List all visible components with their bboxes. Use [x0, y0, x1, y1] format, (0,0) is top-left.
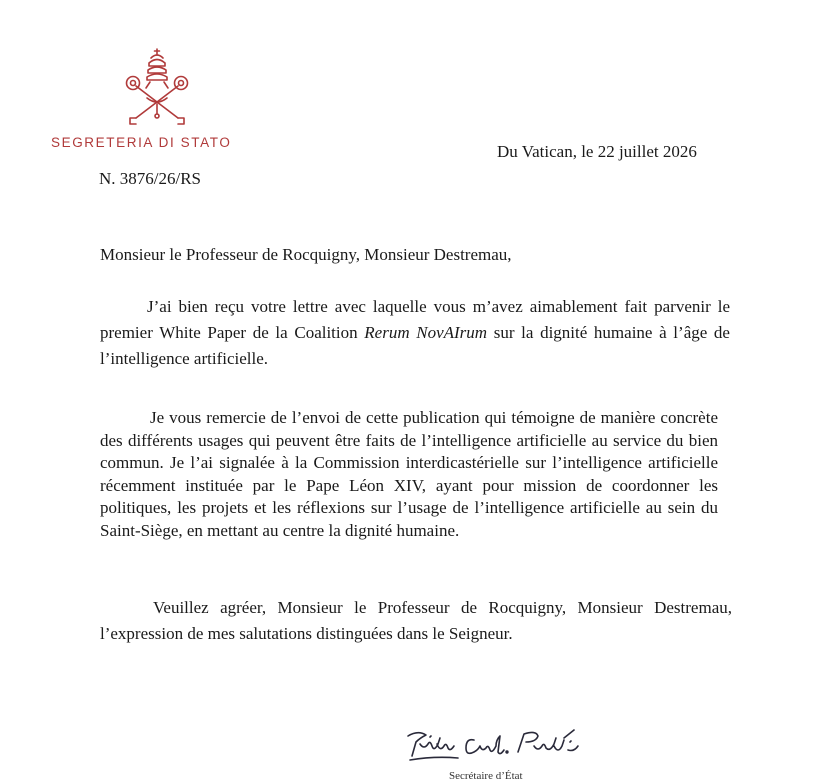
paragraph-1 — [100, 294, 730, 372]
reference-number: N. 3876/26/RS — [99, 169, 202, 188]
paragraph-3: Veuillez agréer, Monsieur le Professeur de Rocquigny, Monsieur Destremau, l’expression de mes salutations distinguées dans le Seigneur. — [100, 598, 732, 643]
coalition-name: Rerum NovAIrum — [364, 323, 488, 342]
papal-coat-of-arms-icon — [122, 48, 192, 126]
paragraph-1-before: J’ai bien reçu votre lettre avec laquelle vous m’avez aimablement fait parvenir le premier White Paper de la Coalition — [100, 297, 730, 342]
salutation: Monsieur le Professeur de Rocquigny, Monsieur Destremau, — [100, 245, 512, 264]
signer-title: Secrétaire d’État — [449, 770, 523, 779]
paragraph-2: Je vous remercie de l’envoi de cette publication qui témoigne de manière concrète des différents usages qui peuvent être faits de l’intelligence artificielle au service du bien commun. Je l’ai signalée à la Commission interdicastérielle sur l’intelligence artificielle récemment instituée par le Pape Léon XIV, ayant pour mission de coordonner les politiques, les projets et les réflexions sur l’usage de l’intelligence artificielle au sein du Saint-Siège, en mettant au centre la dignité humaine. — [100, 408, 718, 540]
paragraph-1-after: sur la dignité humaine à l’âge de l’intelligence artificielle. — [100, 323, 730, 368]
office-name: SEGRETERIA DI STATO — [51, 135, 232, 150]
date-line: Du Vatican, le 22 juillet 2026 — [497, 142, 697, 161]
handwritten-signature-icon — [404, 722, 584, 766]
